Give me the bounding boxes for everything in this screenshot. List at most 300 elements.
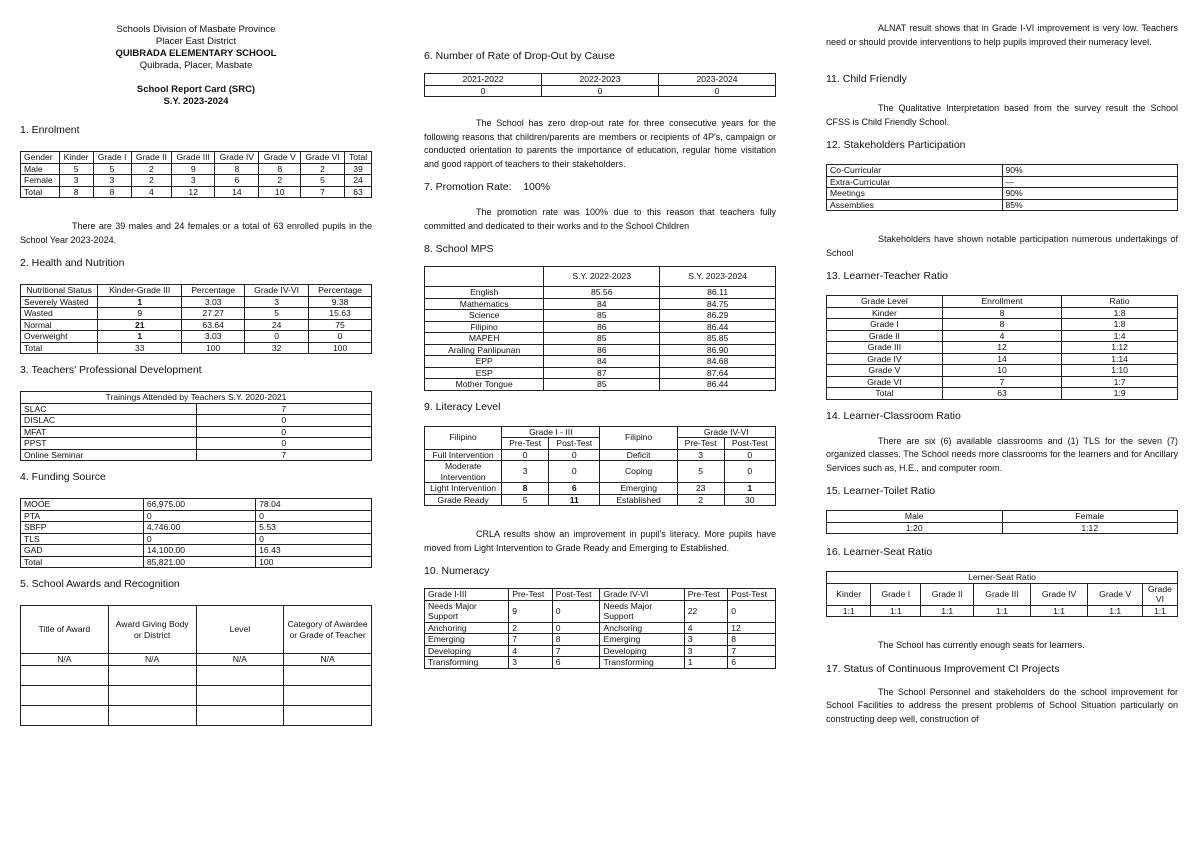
table-cell: 4 [684,622,727,634]
table-cell: 5 [677,461,724,483]
table-row [425,483,776,495]
table-cell: Grade I [871,583,921,605]
table-cell: 24 [245,319,309,331]
table-cell: Level [196,606,284,654]
table-cell: 86.11 [660,287,776,299]
table-caption: Trainings Attended by Teachers S.Y. 2020-2021 [21,392,372,404]
table-cell: Grade I-III [425,589,509,601]
table-row [21,654,372,666]
table-cell: Moderate Intervention [425,461,502,483]
table-header-row [21,285,372,297]
table-row [21,426,372,438]
table-row [21,308,372,320]
table-row [21,415,372,427]
table-cell: Developing [425,645,509,657]
table-cell: Needs Major Support [425,600,509,622]
table-cell: 1:8 [1062,319,1178,331]
table-cell: Grade Ready [425,494,502,506]
table-cell: Post-Test [728,589,776,601]
table-cell: Grade IV-VI [600,589,684,601]
table-cell: Grade III [974,583,1030,605]
mps-table [424,266,776,391]
table-row [425,321,776,333]
table-cell: MAPEH [425,333,544,345]
table-cell: 4,746.00 [143,522,255,534]
table-header-row [425,589,776,601]
table-cell: Ratio [1062,296,1178,308]
table-cell: S.Y. 2022-2023 [544,267,660,287]
table-cell: Anchoring [425,622,509,634]
table-cell: Coping [600,461,677,483]
table-row [827,319,1178,331]
table-cell: 14 [942,353,1061,365]
table-row [827,365,1178,377]
table-cell: Grade I [827,319,943,331]
table-cell: Assemblies [827,199,1003,211]
table-cell: 75 [309,319,372,331]
table-cell: 4 [509,645,552,657]
table-cell: 33 [98,342,182,354]
table-cell: 87 [544,367,660,379]
table-cell: 1:1 [974,605,1030,617]
table-row [425,344,776,356]
table-cell: 8 [552,634,600,646]
table-cell: 2 [677,494,724,506]
seat-table [826,571,1178,617]
column-2 [424,0,776,669]
table-header-row [21,392,372,404]
table-cell: Wasted [21,308,98,320]
table-cell: Kinder-Grade III [98,285,182,297]
table-cell: N/A [108,654,196,666]
table-cell: Total [21,342,98,354]
table-cell: Post-Test [552,589,600,601]
table-cell: Transforming [600,657,684,669]
table-cell: 1:9 [1062,388,1178,400]
table-cell: TLS [21,533,144,545]
table-cell: Grade IV [827,353,943,365]
table-row [21,685,372,705]
table-cell: Male [827,511,1003,523]
table-cell: Grade III [827,342,943,354]
table-cell: 85 [544,379,660,391]
seat-text: The School has currently enough seats for learners. [878,640,1085,650]
table-cell: Kinder [827,583,871,605]
table-cell: Award Giving Body or District [108,606,196,654]
table-cell: Online Seminar [21,449,197,461]
table-cell: Established [600,494,677,506]
table-cell: 0 [659,85,776,97]
table-cell: 6 [552,657,600,669]
table-cell: 1 [684,657,727,669]
table-row [425,356,776,368]
toilet-title: 15. Learner-Toilet Ratio [826,485,936,497]
table-cell: Grade VI [827,376,943,388]
table-cell: 3 [59,175,93,187]
table-cell: N/A [21,654,109,666]
table-cell: Total [21,186,60,198]
table-cell: 3 [245,296,309,308]
table-cell: 87.64 [660,367,776,379]
child-text: The Qualitative Interpretation based from the survey result the School CFSS is Child Friendly School. [826,103,1178,127]
table-header-row [425,74,776,86]
table-cell: 63.64 [182,319,245,331]
table-row [827,199,1178,211]
table-cell: SLAC [21,403,197,415]
table-cell: Extra-Curricular [827,176,1003,188]
table-cell: Transforming [425,657,509,669]
table-cell: English [425,287,544,299]
table-row [827,165,1178,177]
table-cell: 9 [172,163,215,175]
table-cell: 32 [245,342,309,354]
table-cell: Emerging [600,634,684,646]
table-cell: 1:1 [1088,605,1142,617]
table-cell: 63 [345,186,372,198]
table-cell: Grade IV [215,152,259,164]
table-cell: 85% [1002,199,1178,211]
table-cell: Title of Award [21,606,109,654]
table-cell: 1:1 [827,605,871,617]
table-cell: 2 [259,175,301,187]
teachers-table [20,391,372,461]
ci-title: 17. Status of Continuous Improvement CI Projects [826,662,1060,675]
table-cell: 27.27 [182,308,245,320]
table-cell: Co-Curricular [827,165,1003,177]
enrolment-text: There are 39 males and 24 females or a total of 63 enrolled pupils in the School Year 2023-2024. [20,221,372,245]
table-cell: N/A [284,654,372,666]
stake-title: 12. Stakeholders Participation [826,139,966,151]
dropout-text: The School has zero drop-out rate for three consecutive years for the following reasons that children/parents are members or recipients of 4P's, campaign or conducted orientation to parents the importance of education, regular home visitation and good rapport of teachers to their stakeholders. [424,118,776,169]
health-table [20,284,372,354]
table-cell: 86 [544,344,660,356]
table-row [827,388,1178,400]
table-row [21,499,372,511]
table-cell: 1 [724,483,775,495]
table-cell: Meetings [827,188,1003,200]
school-year: S.Y. 2023-2024 [163,96,229,107]
dropout-title: 6. Number of Rate of Drop-Out by Cause [424,50,615,62]
table-cell: 3 [502,461,549,483]
awards-title: 5. School Awards and Recognition [20,578,180,590]
table-cell: 66,975.00 [143,499,255,511]
table-cell: 14,100.00 [143,545,255,557]
table-cell: Severely Wasted [21,296,98,308]
table-cell: 9 [509,600,552,622]
table-cell: 85 [544,310,660,322]
table-row [21,319,372,331]
ci-text: The School Personnel and stakeholders do the school improvement for School Facilities to address the present problems of School Situation particularly on constructing deep well, construction of [826,686,1178,724]
table-cell: Percentage [182,285,245,297]
table-cell: Kinder [827,307,943,319]
table-cell: Deficit [600,449,677,461]
lcr-title: 14. Learner-Classroom Ratio [826,409,961,422]
table-cell: Post-Test [549,438,600,450]
ltr-table [826,295,1178,400]
table-caption: Lerner-Seat Ratio [827,572,1178,584]
table-cell: Female [21,175,60,187]
table-cell: 3.03 [182,331,245,343]
table-cell: 10 [942,365,1061,377]
table-cell: 84 [544,356,660,368]
table-cell: 7 [509,634,552,646]
table-cell: Female [1002,511,1178,523]
table-cell: 5 [245,308,309,320]
table-cell: Nutritional Status [21,285,98,297]
enrolment-table [20,151,372,198]
table-cell: 90% [1002,188,1178,200]
table-row [827,307,1178,319]
table-cell: 0 [542,85,659,97]
table-cell: 2021-2022 [425,74,542,86]
table-cell: 0 [143,533,255,545]
table-cell: 16.43 [256,545,372,557]
table-cell: 1:12 [1002,522,1178,534]
table-cell: 8 [215,163,259,175]
table-cell: Emerging [600,483,677,495]
table-cell: 86 [544,321,660,333]
table-cell: 22 [684,600,727,622]
table-row [827,342,1178,354]
table-cell: 5.53 [256,522,372,534]
division-text: Schools Division of Masbate Province [116,24,276,35]
table-cell: Araling Panlipunan [425,344,544,356]
table-cell: Grade VI [301,152,345,164]
table-cell: 39 [345,163,372,175]
table-cell: Total [827,388,943,400]
table-row [21,556,372,568]
table-cell: Percentage [309,285,372,297]
literacy-text: CRLA results show an improvement in pupil's literacy. More pupils have moved from Light Intervention to Grade Ready and Emerging to Established. [424,529,776,553]
table-cell: PTA [21,510,144,522]
table-cell: 5 [59,163,93,175]
table-cell: 8 [93,186,131,198]
table-cell: 1:1 [1030,605,1088,617]
table-cell: Grade Level [827,296,943,308]
table-row [425,367,776,379]
table-cell: Grade V [259,152,301,164]
table-cell: Grade V [1088,583,1142,605]
table-cell: 4 [131,186,172,198]
table-cell: Grade I - III [502,426,600,438]
table-cell: Grade IV [1030,583,1088,605]
table-cell: 85.85 [660,333,776,345]
table-cell: 1:14 [1062,353,1178,365]
table-cell: Light Intervention [425,483,502,495]
table-cell: 0 [728,600,776,622]
table-cell: 7 [196,449,372,461]
numeracy-text: ALNAT result shows that in Grade I-VI improvement is very low. Teachers need or should provide interventions to help pupils improved their numeracy level. [826,23,1178,47]
table-cell: 6 [728,657,776,669]
table-cell: 2 [301,163,345,175]
table-cell: 7 [301,186,345,198]
table-row [21,545,372,557]
table-cell: 30 [724,494,775,506]
table-cell: 0 [549,449,600,461]
table-row [21,175,372,187]
table-row [21,533,372,545]
table-cell: Mathematics [425,298,544,310]
table-cell: 0 [256,510,372,522]
table-cell: Filipino [600,426,677,449]
health-title: 2. Health and Nutrition [20,257,125,269]
table-cell: 6 [215,175,259,187]
table-cell: 15.63 [309,308,372,320]
literacy-title: 9. Literacy Level [424,400,501,413]
table-row [21,342,372,354]
table-cell: 8 [259,163,301,175]
table-cell: Grade VI [1142,583,1177,605]
table-row [21,665,372,685]
table-cell: DISLAC [21,415,197,427]
table-row [21,438,372,450]
table-row [827,376,1178,388]
table-cell: 5 [502,494,549,506]
school-address: Quibrada, Placer, Masbate [139,60,253,71]
table-cell: 0 [549,461,600,483]
table-row [425,379,776,391]
table-cell: 3 [93,175,131,187]
funding-title: 4. Funding Source [20,471,106,483]
table-cell: 0 [196,438,372,450]
toilet-table [826,510,1178,534]
table-cell: 23 [677,483,724,495]
table-header-row [827,296,1178,308]
table-cell: 2023-2024 [659,74,776,86]
report-title: School Report Card (SRC) [136,84,256,95]
table-header-row [425,267,776,287]
table-row [827,353,1178,365]
table-cell: 1:1 [1142,605,1177,617]
promotion-title [424,181,776,194]
table-row [425,449,776,461]
table-cell: Full Intervention [425,449,502,461]
table-header-row [827,511,1178,523]
table-row [425,85,776,97]
table-header-row [425,426,776,438]
table-cell: 0 [502,449,549,461]
table-cell: S.Y. 2023-2024 [660,267,776,287]
table-cell: 84.75 [660,298,776,310]
table-cell: 6 [549,483,600,495]
table-cell: MFAT [21,426,197,438]
column-3 [826,0,1178,726]
table-cell: Enrollment [942,296,1061,308]
stake-table [826,164,1178,211]
table-cell: 78.04 [256,499,372,511]
table-cell: 8 [728,634,776,646]
table-header-row [21,152,372,164]
ltr-title: 13. Learner-Teacher Ratio [826,270,948,282]
table-row [827,605,1178,617]
table-cell: 7 [942,376,1061,388]
lcr-text: There are six (6) available classrooms and (1) TLS for the seven (7) organized classes. The School needs more classrooms for the learners and for Ancillary Services such as, H.E., and computer room. [826,435,1178,473]
table-cell: 8 [502,483,549,495]
table-cell: 21 [98,319,182,331]
stake-text: Stakeholders have shown notable participation numerous undertakings of School [826,234,1178,258]
table-cell: Grade IV-VI [677,426,775,438]
table-cell: EPP [425,356,544,368]
table-cell: — [1002,176,1178,188]
enrolment-title: 1. Enrolment [20,124,80,136]
table-cell: 2022-2023 [542,74,659,86]
table-cell: SBFP [21,522,144,534]
table-cell: 1 [98,296,182,308]
numeracy-table [424,588,776,669]
table-cell: 0 [196,415,372,427]
dropout-table [424,73,776,97]
table-cell: 9 [98,308,182,320]
table-cell: 100 [182,342,245,354]
table-cell: 3 [509,657,552,669]
district-text: Placer East District [155,36,237,47]
table-cell: 4 [942,330,1061,342]
mps-title: 8. School MPS [424,243,494,255]
table-cell: 7 [552,645,600,657]
table-cell: Filipino [425,321,544,333]
table-row [827,176,1178,188]
table-cell: 0 [196,426,372,438]
teachers-title: 3. Teachers' Professional Development [20,364,202,376]
table-row [21,510,372,522]
table-row [827,330,1178,342]
table-cell: 86.44 [660,379,776,391]
table-cell: 11 [549,494,600,506]
table-cell: Pre-Test [677,438,724,450]
table-row [425,622,776,634]
table-row [21,403,372,415]
table-cell: Grade V [827,365,943,377]
table-cell: 10 [259,186,301,198]
table-cell: 9.38 [309,296,372,308]
table-cell: 1:1 [871,605,921,617]
seat-title: 16. Learner-Seat Ratio [826,546,933,558]
table-row [21,186,372,198]
table-cell: 0 [552,622,600,634]
table-cell: 14 [215,186,259,198]
table-cell: 12 [942,342,1061,354]
table-cell: 63 [942,388,1061,400]
table-cell: 86.90 [660,344,776,356]
table-cell: 1:4 [1062,330,1178,342]
school-name: QUIBRADA ELEMENTARY SCHOOL [115,48,277,59]
table-cell: 3 [677,449,724,461]
table-cell: 7 [196,403,372,415]
table-cell: Male [21,163,60,175]
table-cell: 100 [309,342,372,354]
table-cell: Normal [21,319,98,331]
table-cell: 3.03 [182,296,245,308]
table-cell: 1:7 [1062,376,1178,388]
table-cell: Science [425,310,544,322]
table-cell: Post-Test [724,438,775,450]
table-cell: Kinder [59,152,93,164]
table-row [425,600,776,622]
table-cell: PPST [21,438,197,450]
table-cell: 5 [301,175,345,187]
table-cell: 8 [942,307,1061,319]
table-cell: 2 [131,175,172,187]
table-cell: 3 [684,634,727,646]
table-row [425,494,776,506]
table-cell: Gender [21,152,60,164]
table-cell: Pre-Test [684,589,727,601]
table-cell: 90% [1002,165,1178,177]
table-cell: 3 [684,645,727,657]
table-cell: Total [345,152,372,164]
table-cell: 1:8 [1062,307,1178,319]
table-cell: 2 [131,163,172,175]
